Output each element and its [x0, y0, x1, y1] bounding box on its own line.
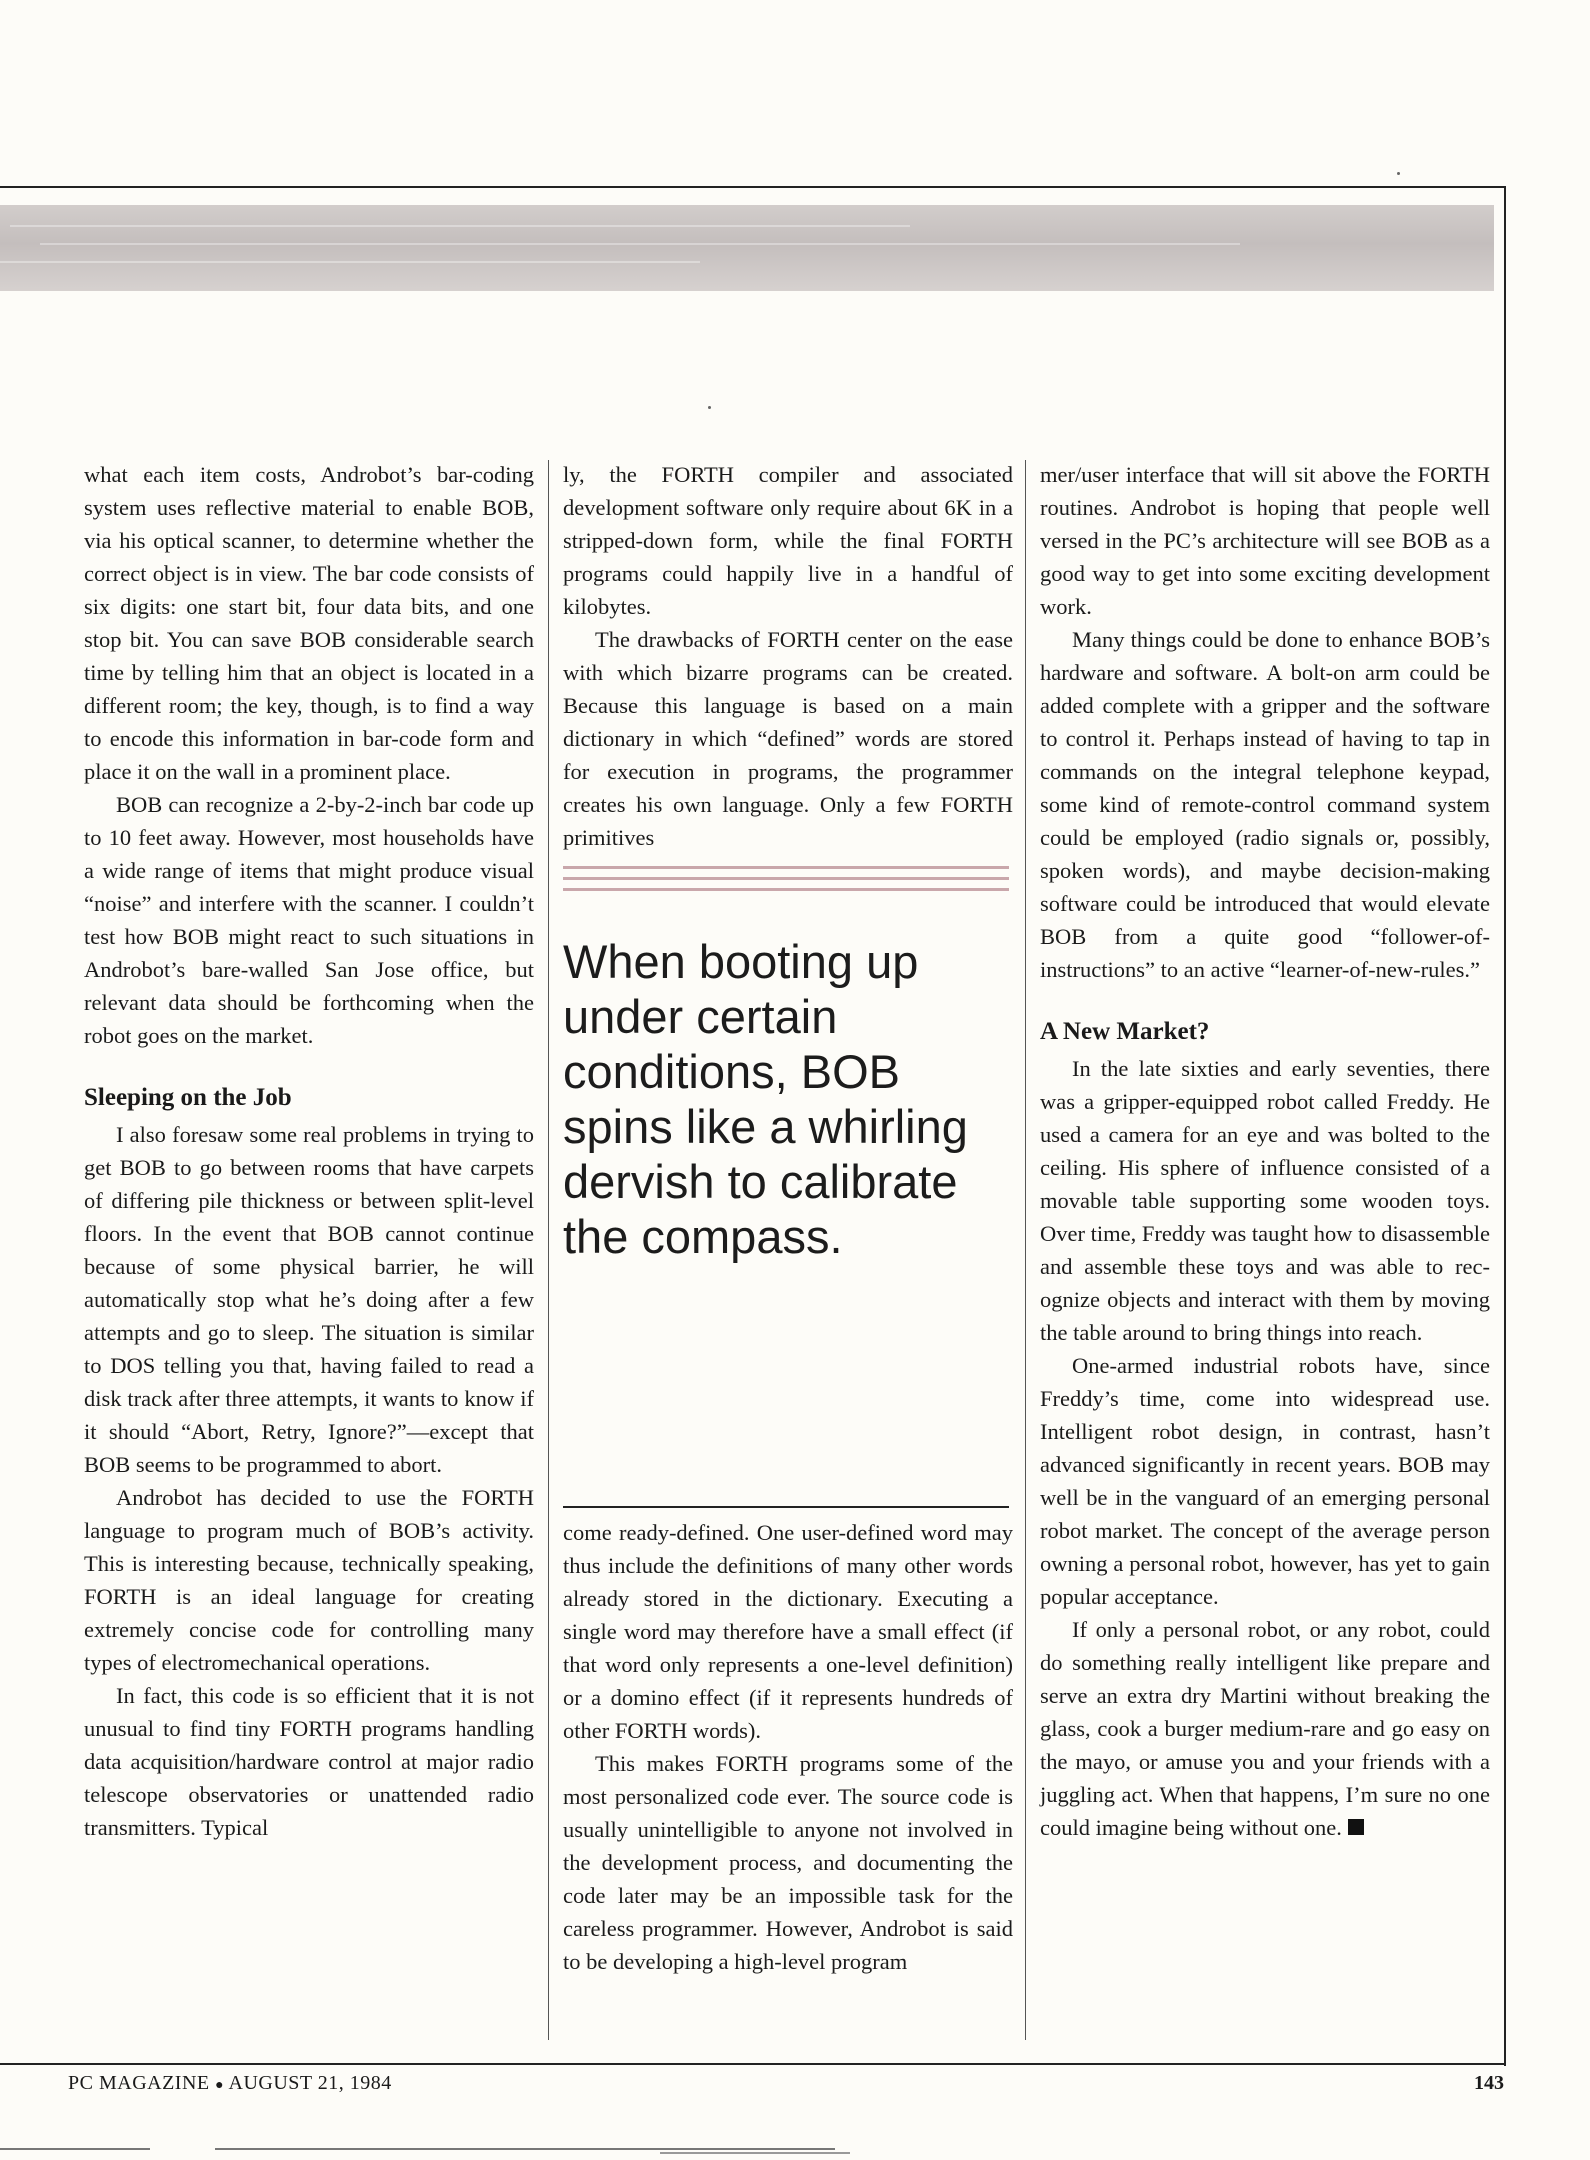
paragraph: come ready-defined. One user-defined word may thus include the definitions of many other words already stored in the dictionary. Executing a single word may therefore have a small effect (if that word only represents a one-level definition) or a domino effect (if it represents hundreds of other FORTH words). — [563, 1520, 1013, 1743]
paragraph: In fact, this code is so efficient that it is not unusual to find tiny FORTH programs handling data acquisition/hardware control at major radio telescope observatories or unattended radio transmitters. Typical — [84, 1683, 534, 1840]
page-number: 143 — [1474, 2072, 1504, 2094]
paragraph: One-armed industrial robots have, since Freddy’s time, come into widespread use. Intelligent robot design, in contrast, hasn’t advanced significantly in recent years. BOB may well be in the vanguard of an emerging personal robot market. The concept of the average person owning a personal robot, however, has yet to gain popular acceptance. — [1040, 1353, 1490, 1609]
bullet-icon: ● — [215, 2078, 225, 2093]
column-rule-2 — [1025, 460, 1026, 2040]
page-frame-bottom — [0, 2063, 1506, 2065]
bottom-rule — [215, 2148, 835, 2150]
paragraph: Many things could be done to enhance BOB’s hardware and software. A bolt-on arm could be added complete with a gripper and the software to control it. Perhaps instead of having to tap in commands on the integral telephone keypad, some kind of remote-control command system could be employed (radio signals or, possibly, spoken words), and maybe decision-making software could be introduced that would elevate BOB from a quite good “follower-of-instructions” to an active “learner-of-new-rules.” — [1040, 627, 1490, 982]
paragraph-text: If only a personal robot, or any robot, could do something really intelligent like prepare and serve an extra dry Martini without breaking the glass, cook a burger medium-rare and go easy on the mayo, or amuse you and your friends with a juggling act. When that happens, I’m sure no one could imagine being without one. — [1040, 1617, 1490, 1840]
article-column-2-top — [563, 458, 1013, 854]
paragraph: In the late sixties and early seventies, there was a gripper-equipped robot called Freddy. He used a camera for an eye and was bolted to the ceiling. His sphere of influence consisted of a movable table supporting some wooden toys. Over time, Freddy was taught how to disassemble and assemble these toys and was able to recognize objects and interact with them by moving the table around to bring things into reach. — [1040, 1056, 1490, 1345]
paragraph — [1040, 1613, 1490, 1844]
article-column-2-bottom — [563, 1516, 1013, 1978]
section-heading: A New Market? — [1040, 1018, 1210, 1045]
pullquote: When booting up under certain conditions, BOB spins like a whirling dervish to calibrate the compass. — [563, 935, 968, 1263]
issue-date: AUGUST 21, 1984 — [228, 2072, 392, 2094]
print-speck — [708, 406, 711, 409]
section-heading: Sleeping on the Job — [84, 1084, 292, 1111]
column-rule-1 — [548, 460, 549, 2040]
paragraph: mer/user interface that will sit above the FORTH routines. Androbot is hoping that people well versed in the PC’s architecture will see BOB as a good way to get into some exciting development work. — [1040, 462, 1490, 619]
paragraph: Androbot has decided to use the FORTH language to program much of BOB’s activity. This is interesting because, technically speaking, FORTH is an ideal language for creating extremely concise code for controlling many types of electromechanical operations. — [84, 1485, 534, 1675]
pullquote-bottom-rule — [563, 1506, 1009, 1508]
bottom-rule — [660, 2152, 850, 2154]
publication-name: PC MAGAZINE — [68, 2072, 210, 2094]
article-column-3 — [1040, 458, 1490, 1844]
header-banner — [0, 205, 1494, 291]
article-column-1 — [84, 458, 534, 1844]
paragraph: I also foresaw some real problems in trying to get BOB to go between rooms that have carpets of differing pile thickness or between split-level floors. In the event that BOB cannot continue because of some physical barrier, he will automatically stop what he’s doing after a few attempts and go to sleep. The situation is similar to DOS telling you that, having failed to read a disk track after three attempts, it wants to know if it should “Abort, Retry, Ignore?”—except that BOB seems to be programmed to abort. — [84, 1122, 534, 1477]
paragraph: This makes FORTH programs some of the most personalized code ever. The source code is usually unintelligible to anyone not involved in the development process, and documenting the code later may be an impossible task for the careless programmer. However, Androbot is said to be developing a high-level program — [563, 1751, 1013, 1974]
footer-publication-line — [68, 2072, 392, 2095]
page-frame-top — [0, 186, 1506, 188]
paragraph: what each item costs, Androbot’s bar-coding system uses reflective material to enable BOB, via his optical scanner, to determine whether the correct object is in view. The bar code consists of six digits: one start bit, four data bits, and one stop bit. You can save BOB considerable search time by telling him that an object is located in a different room; the key, though, is to find a way to encode this information in bar-code form and place it on the wall in a prominent place. — [84, 462, 534, 784]
print-speck — [1397, 172, 1400, 175]
pullquote-rules — [563, 866, 1009, 899]
bottom-rule — [0, 2148, 150, 2150]
page-frame-right — [1504, 186, 1506, 2066]
paragraph: ly, the FORTH compiler and associated development software only require about 6K in a stripped-down form, while the final FORTH programs could happily live in a handful of kilobytes. — [563, 462, 1013, 619]
paragraph: The drawbacks of FORTH center on the ease with which bizarre programs can be created. Because this language is based on a main dictionary in which “defined” words are stored for execution in programs, the programmer creates his own language. Only a few FORTH primitives — [563, 627, 1013, 850]
paragraph: BOB can recognize a 2-by-2-inch bar code up to 10 feet away. However, most households have a wide range of items that might produce visual “noise” and interfere with the scanner. I couldn’t test how BOB might react to such situations in Androbot’s bare-walled San Jose office, but relevant data should be forthcoming when the robot goes on the market. — [84, 792, 534, 1048]
end-of-article-square-icon — [1348, 1819, 1364, 1835]
